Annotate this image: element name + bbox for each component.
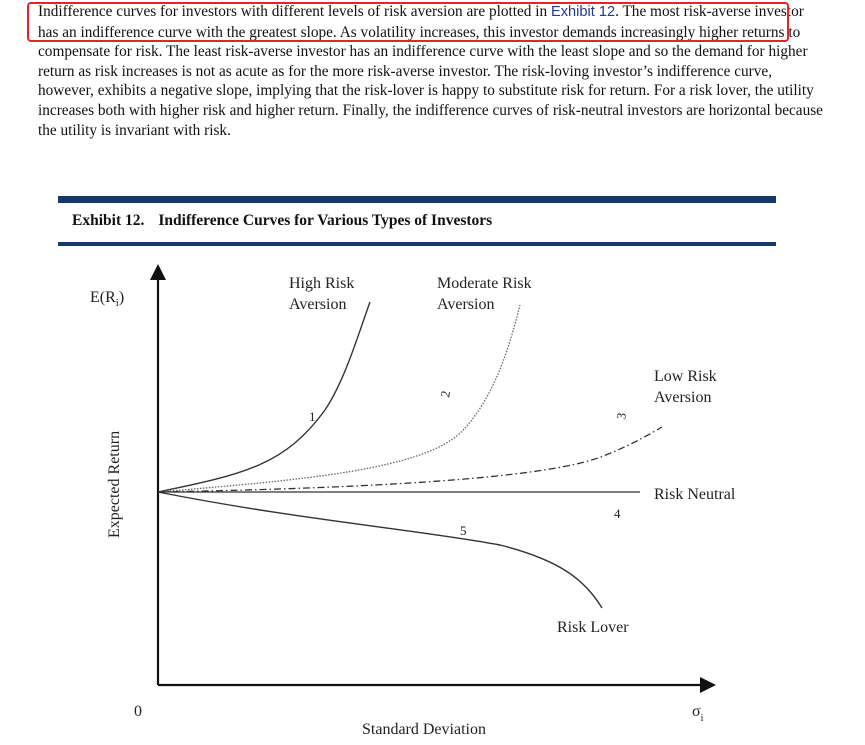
curve-risk-lover (158, 492, 602, 608)
label-low-risk-line1: Low Risk (654, 368, 717, 385)
label-high-risk-line2: Aversion (289, 296, 347, 313)
label-moderate-risk-line1: Moderate Risk (437, 275, 532, 292)
curve-low-risk-aversion (158, 427, 662, 492)
label-risk-lover: Risk Lover (557, 619, 629, 636)
x-axis-symbol: $\sigma_i$ (692, 703, 704, 724)
paragraph-part-1: Indifference curves for investors with different levels of risk aversion are plotted in (38, 3, 551, 20)
label-high-risk-line1: High Risk (289, 275, 355, 292)
curve-number-5: 5 (460, 523, 467, 538)
x-axis-label: Standard Deviation (362, 721, 486, 738)
label-moderate-risk-line2: Aversion (437, 296, 495, 313)
curve-moderate-risk-aversion (158, 305, 520, 492)
curve-number-4: 4 (614, 506, 621, 521)
curve-high-risk-aversion (158, 302, 370, 492)
y-axis-arrow-icon (150, 264, 166, 280)
exhibit-caption: Indifference Curves for Various Types of Investors (158, 212, 493, 229)
y-axis-label: Expected Return (106, 430, 123, 538)
exhibit-12-link[interactable]: Exhibit 12 (550, 4, 616, 20)
label-risk-neutral: Risk Neutral (654, 486, 736, 503)
curve-number-3: 3 (613, 411, 630, 421)
label-low-risk-line2: Aversion (654, 389, 712, 406)
x-axis-arrow-icon (700, 677, 716, 693)
curve-number-1: 1 (309, 409, 316, 424)
paragraph-part-2: . The most risk-averse investor has an indifference curve with the greatest slope. As volatility increases, this investor demands increasingly higher returns to compensate for risk. The least risk-averse investor has an indifference curve with the least slope and so the demand for higher return as risk increases is not as acute as for the more risk-averse investor. The risk-loving investor’s indifference curve, however, exhibits a negative slope, implying that the risk-lover is happy to substitute risk for return. For a risk lover, the utility increases both with higher risk and higher return. Finally, the indifference curves of risk-neutral investors are horizontal because the utility is invariant with risk. (38, 3, 823, 139)
curve-number-2: 2 (437, 389, 454, 399)
y-axis-symbol: $E(R_i)$ (90, 289, 125, 309)
exhibit-number: Exhibit 12. (72, 212, 145, 229)
origin-label: 0 (134, 703, 142, 720)
